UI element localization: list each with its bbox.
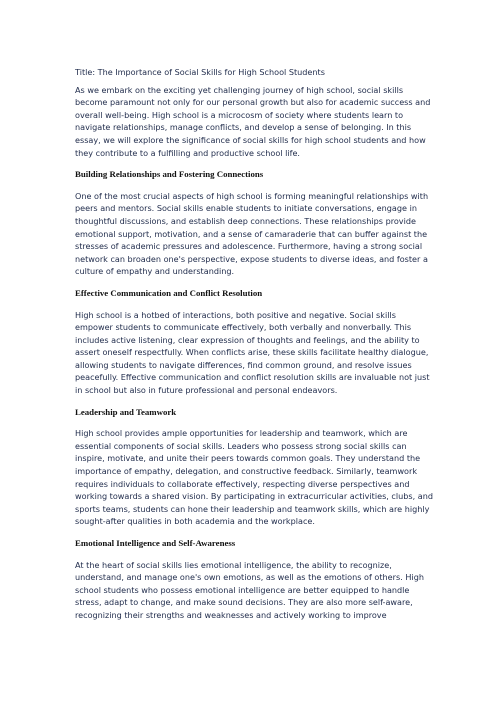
section-body-leadership: High school provides ample opportunities for leadership and teamwork, which are essential components of social skills. Leaders who possess strong social skills can inspire, motivate, and unite their peers towards common goals. They understand the importance of empathy, delegation, and constructive feedback. Similarly, teamwork requires individuals to collaborate effectively, respecting diverse perspectives and working towards a shared vision. By participating in extracurricular activities, clubs, and sports teams, students can hone their leadership and teamwork skills, which are highly sought-after qualities in both academia and the workplace. <box>75 428 433 527</box>
section-heading-communication: Effective Communication and Conflict Resolution <box>75 287 263 298</box>
document-title: Title: The Importance of Social Skills for High School Students <box>75 67 325 77</box>
section-heading-relationships: Building Relationships and Fostering Connections <box>75 169 264 180</box>
intro-paragraph: As we embark on the exciting yet challenging journey of high school, social skills become paramount not only for our personal growth but also for academic success and overall well-being. High school is a microcosm of society where students learn to navigate relationships, manage conflicts, and develop a sense of belonging. In this essay, we will explore the significance of social skills for high school students and how they contribute to a fulfilling and productive school life. <box>75 84 431 158</box>
section-body-communication: High school is a hotbed of interactions, both positive and negative. Social skills empower students to communicate effectively, both verbally and nonverbally. This includes active listening, clear expression of thoughts and feelings, and the ability to assert oneself respectfully. When conflicts arise, these skills facilitate healthy dialogue, allowing students to navigate differences, find common ground, and resolve issues peacefully. Effective communication and conflict resolution skills are invaluable not just in school but also in future professional and personal endeavors. <box>75 309 430 396</box>
section-heading-leadership: Leadership and Teamwork <box>75 406 177 417</box>
section-heading-emotional-intelligence: Emotional Intelligence and Self-Awareness <box>75 538 236 548</box>
document-page <box>75 66 435 631</box>
section-body-emotional-intelligence: At the heart of social skills lies emotional intelligence, the ability to recognize, understand, and manage one's own emotions, as well as the emotions of others. High school students who possess emotional intelligence are better equipped to handle stress, adapt to change, and make sound decisions. They are also more self-aware, recognizing their strengths and weaknesses and actively working to improve <box>75 559 424 620</box>
section-body-relationships: One of the most crucial aspects of high school is forming meaningful relationships with peers and mentors. Social skills enable students to initiate conversations, engage in thoughtful discussions, and establish deep connections. These relationships provide emotional support, motivation, and a sense of camaraderie that can buffer against the stresses of academic pressures and adolescence. Furthermore, having a strong social network can broaden one's perspective, expose students to diverse ideas, and foster a culture of empathy and understanding. <box>75 190 429 277</box>
